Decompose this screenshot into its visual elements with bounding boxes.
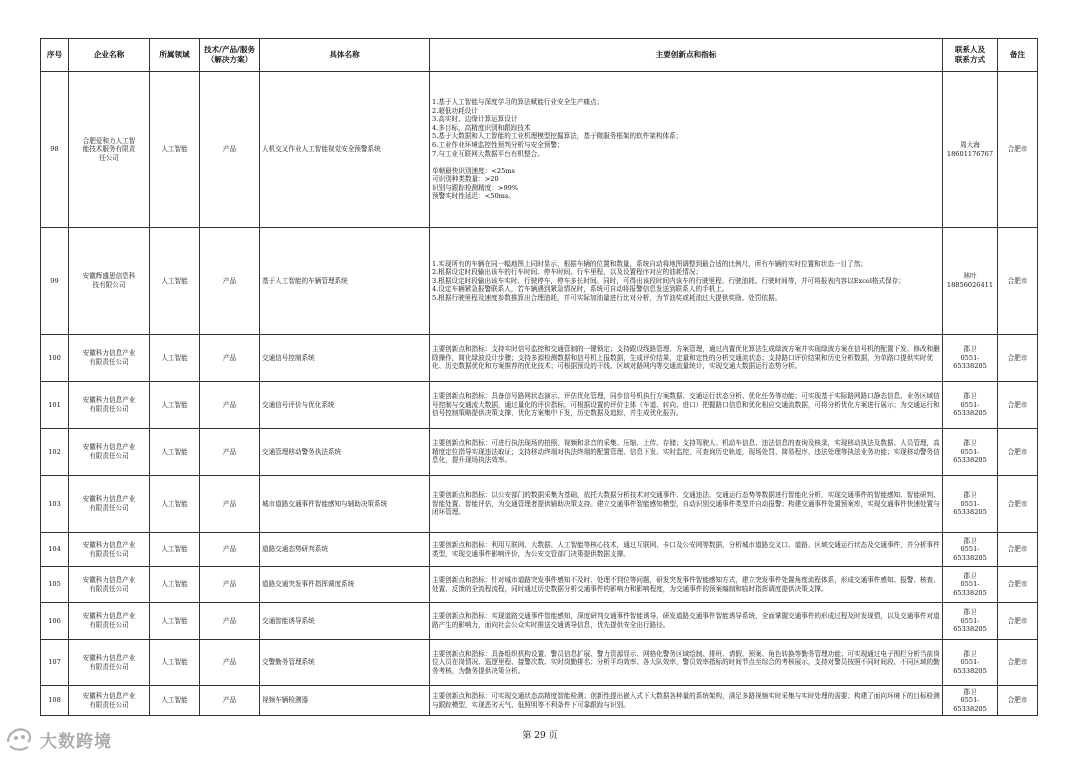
cell-contact: 郡卫 0551-65338205	[943, 686, 998, 716]
cell-number: 106	[41, 603, 69, 640]
cell-company: 安徽科力信息产业 有限责任公司	[69, 429, 150, 476]
table-row	[41, 72, 1038, 228]
cell-type: 产品	[200, 72, 260, 228]
cell-field: 人工智能	[150, 429, 200, 476]
cell-product-name: 交通信号评价与优化系统	[260, 382, 430, 429]
cell-innovation: 主要创新点和指标：可进行执法现场的拍照、视频和录音的采集、压缩、上传、存储；支持驾驶人、机动车信息、违法信息的查询及核录，实现移动执法及数据、人员管理，高精度定位指导实现违法取证；支持移动终端对执法终端的配置管理、信息下发、实时监控，可查询历史轨迹，现场处罚、简易程序、违法处理等执法业务功能；实现移动警务信息化，提升现场执法效率。	[430, 429, 943, 476]
cell-company: 安徽科力信息产业 有限责任公司	[69, 567, 150, 603]
cell-contact: 郡卫 0551-65338205	[943, 429, 998, 476]
cell-field: 人工智能	[150, 72, 200, 228]
cell-type: 产品	[200, 429, 260, 476]
header-cell: 联系人及 联系方式	[943, 39, 998, 72]
cell-contact: 郡卫 0551-65338205	[943, 640, 998, 686]
cell-note: 合肥市	[998, 382, 1038, 429]
cell-innovation: 主要创新点和指标：可实现交通状态高精度智能检测；创新性提出嵌入式下大数据各种量的系统架构，满足多路视频实时采集与实时处理的需要；构建了面向环境下的目标检测与跟踪模型，实现恶劣天气、低照明等不利条件下可靠跟踪与识别。	[430, 686, 943, 716]
cell-number: 102	[41, 429, 69, 476]
cell-type: 产品	[200, 567, 260, 603]
header-cell: 企业名称	[69, 39, 150, 72]
watermark-text: 大数跨境	[40, 731, 112, 752]
cell-innovation: 主要创新点和指标：支持实时信号监控和交通管制的一键锁定；支持跟设线路管理、方案管理，通过内置优化算法生成绿波方案并实现绿波方案在信号机的配置下发、修改和删除操作，简化绿波设计步骤；支持多源检测数据和信号机上报数据，生成评价结果，定量和定性的分析交通流状态；支持路口评价结果和历史分析数据，为单路口提供实时优化、历史数据优化和方案推荐的优化技术；可根据预设的干线、区域对路网内等交通流量统计，实现交通大数据运行态势分析。	[430, 335, 943, 382]
cell-field: 人工智能	[150, 335, 200, 382]
cell-type: 产品	[200, 228, 260, 335]
cell-company: 安徽科力信息产业 有限责任公司	[69, 686, 150, 716]
watermark	[4, 724, 112, 754]
cell-product-name: 道路交通态势研判系统	[260, 533, 430, 567]
enterprise-table	[40, 38, 1038, 716]
cell-contact: 郡卫 0551-65338205	[943, 335, 998, 382]
cell-field: 人工智能	[150, 686, 200, 716]
cell-contact: 郡卫 0551-65338205	[943, 567, 998, 603]
cell-field: 人工智能	[150, 603, 200, 640]
cell-innovation: 主要创新点和指标：具备组织机构设置、警员信息扩展、警力资源显示、网格化警务区域绘制、排班、请假、预案、角色转换等勤务管理功能；可实现通过电子围栏分析当前岗位人员在岗情况、巡逻里程、接警次数、实时岗勤排名；分析平均效率、各大队效率，警员效率指标的时间节点至综合的考核展示，支持对警员按照不同时间段、不同区域的勤务考核，为勤务提供决策分析。	[430, 640, 943, 686]
cell-company: 安徽科力信息产业 有限责任公司	[69, 335, 150, 382]
cell-number: 104	[41, 533, 69, 567]
cell-contact: 周大海 18601176767	[943, 72, 998, 228]
cell-number: 98	[41, 72, 69, 228]
cell-company: 安徽科力信息产业 有限责任公司	[69, 640, 150, 686]
cell-contact: 林叶 18856026411	[943, 228, 998, 335]
header-cell: 所属领域	[150, 39, 200, 72]
cell-note: 合肥市	[998, 686, 1038, 716]
cell-type: 产品	[200, 476, 260, 533]
header-cell: 具体名称	[260, 39, 430, 72]
header-cell: 备注	[998, 39, 1038, 72]
cell-product-name: 交通管理移动警务执法系统	[260, 429, 430, 476]
cell-note: 合肥市	[998, 429, 1038, 476]
cell-product-name: 基于人工智能的车辆管理系统	[260, 228, 430, 335]
cell-note: 合肥市	[998, 603, 1038, 640]
cell-type: 产品	[200, 335, 260, 382]
cell-company: 安徽科力信息产业 有限责任公司	[69, 603, 150, 640]
table-row	[41, 640, 1038, 686]
cell-number: 105	[41, 567, 69, 603]
cell-type: 产品	[200, 533, 260, 567]
cell-field: 人工智能	[150, 476, 200, 533]
table-row	[41, 382, 1038, 429]
cell-field: 人工智能	[150, 228, 200, 335]
cell-company: 合肥爱和力人工智 能技术服务有限责 任公司	[69, 72, 150, 228]
cell-note: 合肥市	[998, 228, 1038, 335]
cell-number: 99	[41, 228, 69, 335]
cell-product-name: 视频车辆检测器	[260, 686, 430, 716]
cell-note: 合肥市	[998, 476, 1038, 533]
cell-product-name: 交通智能诱导系统	[260, 603, 430, 640]
header-cell: 主要创新点和指标	[430, 39, 943, 72]
cell-type: 产品	[200, 382, 260, 429]
cell-field: 人工智能	[150, 640, 200, 686]
cell-product-name: 交警勤务管理系统	[260, 640, 430, 686]
cell-contact: 郡卫 0551-65338205	[943, 382, 998, 429]
cell-company: 安徽科力信息产业 有限责任公司	[69, 533, 150, 567]
cell-product-name: 道路交通突发事件指挥调度系统	[260, 567, 430, 603]
cell-note: 合肥市	[998, 533, 1038, 567]
table-header-row	[41, 39, 1038, 72]
table-row	[41, 335, 1038, 382]
page-number: 第 29 页	[522, 731, 558, 741]
table-row	[41, 476, 1038, 533]
cell-contact: 郡卫 0551-65338205	[943, 603, 998, 640]
watermark-logo-icon	[4, 724, 36, 754]
cell-number: 103	[41, 476, 69, 533]
table-row	[41, 567, 1038, 603]
table-row	[41, 603, 1038, 640]
table-row	[41, 686, 1038, 716]
cell-note: 合肥市	[998, 335, 1038, 382]
cell-company: 安徽科力信息产业 有限责任公司	[69, 476, 150, 533]
header-cell: 序号	[41, 39, 69, 72]
cell-product-name: 人机交叉作业人工智能视觉安全预警系统	[260, 72, 430, 228]
cell-number: 108	[41, 686, 69, 716]
cell-company: 安徽科力信息产业 有限责任公司	[69, 382, 150, 429]
cell-contact: 郡卫 0551-65338205	[943, 533, 998, 567]
cell-innovation: 1.基于人工智能与深度学习的算法赋能行业安全生产痛点； 2.超低功耗设计 3.高实时、边缘计算运算设计 4.多目标，高精度识别和跟踪技术 5.基于大数据和人工智能的工业机理模型挖掘算法，基于微服务框架的软件架构体系； 6.工业作业环境监控性预判分析与安全预警； 7.与工业互联网大数据平台有机整合。 单帧最快识别速度：<25ms 可识别种类数量：>20 识别与跟踪检测精度：>99% 预警实时性延迟：<50ms。	[430, 72, 943, 228]
table-row	[41, 533, 1038, 567]
cell-number: 107	[41, 640, 69, 686]
cell-type: 产品	[200, 640, 260, 686]
cell-note: 合肥市	[998, 567, 1038, 603]
cell-innovation: 主要创新点和指标：针对城市道路突发事件感知不及时、处理不到位等问题，研发突发事件智能感知方式，建立突发事件处置角度流程体系，形成交通事件感知、报警、核查、处置、反馈的全流程流程，同时通过历史数据分析交通事件的影响力和影响程度，为交通事件的预案编制和临时指挥调度提供决策支撑。	[430, 567, 943, 603]
cell-field: 人工智能	[150, 382, 200, 429]
table-row	[41, 429, 1038, 476]
cell-type: 产品	[200, 686, 260, 716]
cell-type: 产品	[200, 603, 260, 640]
header-cell: 技术/产品/服务 （解决方案）	[200, 39, 260, 72]
document-sheet	[40, 38, 1037, 716]
cell-innovation: 主要创新点和指标：以公安部门的数据采集为基础，依托大数据分析技术对交通事件、交通违法、交通运行态势等数据进行智能化分析，实现交通事件的智能感知、智能研判、智能处置、智能评估，为交通管理者提供辅助决策支持。建立交通事件智能感知模型，自动识别交通事件类型并自动报警；构建交通事件处置预案库，实现交通事件快速处置与闭环管理。	[430, 476, 943, 533]
cell-innovation: 主要创新点和指标：实现道路交通事件智能感知，深度研判交通事件智能诱导，研发道路交通事件智能诱导系统，全面掌握交通事件的形成过程及时发现情，以及交通事件对道路产生的影响力，面向社会公众实时推送交通诱导信息，优先提供安全出行路径。	[430, 603, 943, 640]
cell-innovation: 主要创新点和指标：利用互联网、大数据、人工智能等核心技术，通过互联网、卡口及公安网等数据，分析城市道路交叉口、道路、区域交通运行状态及交通事件，并分析事件类型，实现交通事件影响评价，为公安交管部门决策提供数据支撑。	[430, 533, 943, 567]
cell-field: 人工智能	[150, 533, 200, 567]
cell-number: 101	[41, 382, 69, 429]
cell-product-name: 交通信号控制系统	[260, 335, 430, 382]
cell-company: 安徽辉盛思信息科 技有限公司	[69, 228, 150, 335]
table-body	[41, 72, 1038, 716]
cell-field: 人工智能	[150, 567, 200, 603]
table-row	[41, 228, 1038, 335]
cell-product-name: 城市道路交通事件智能感知与辅助决策系统	[260, 476, 430, 533]
cell-innovation: 主要创新点和指标：具备信号路网状态演示、评估优化管理，同步信号机执行方案数据、交通运行状态分析、优化任务等功能；可实现基于实际路网路口静态信息、业务区域信号控制与交通流大数据，通过量化的评价指标，可根据设置的评价主体（车道、转向、进口）把握路口信息和优化相应交通流数据，可将分析优化方案进行展示；为交通运行和信号控制策略提供决策支撑，优化方案集中下发，历史数据及追踪，并生成优化报告。	[430, 382, 943, 429]
cell-note: 合肥市	[998, 72, 1038, 228]
cell-contact: 郡卫 0551-65338205	[943, 476, 998, 533]
cell-note: 合肥市	[998, 640, 1038, 686]
cell-number: 100	[41, 335, 69, 382]
cell-innovation: 1.实现所有的车辆在同一幅地图上同时显示，根据车辆的位置和数量，系统自动将地图调整到最合适的比例尺，所有车辆的实时位置和状态一目了然； 2.根据设定时段输出该车的行车时间、停车时间、行车里程，以及设置程序对应的油耗情况； 3.根据设定时段输出该车实时、行驶停车，停车多长时间。同时，可得出该段时间内该车的行驶里程、行驶油耗、行驶时间等，并可将报表内容以Excel格式保存； 4.设定车辆紧急报警联系人，若车辆遇到紧急情况时，系统可自动将报警信息发送到联系人的手机上。 5.根据行驶里程及速度参数推算出合理油耗，并可实际加油量进行比对分析，为节油奖或耗油过大提供奖励、处罚依据。	[430, 228, 943, 335]
